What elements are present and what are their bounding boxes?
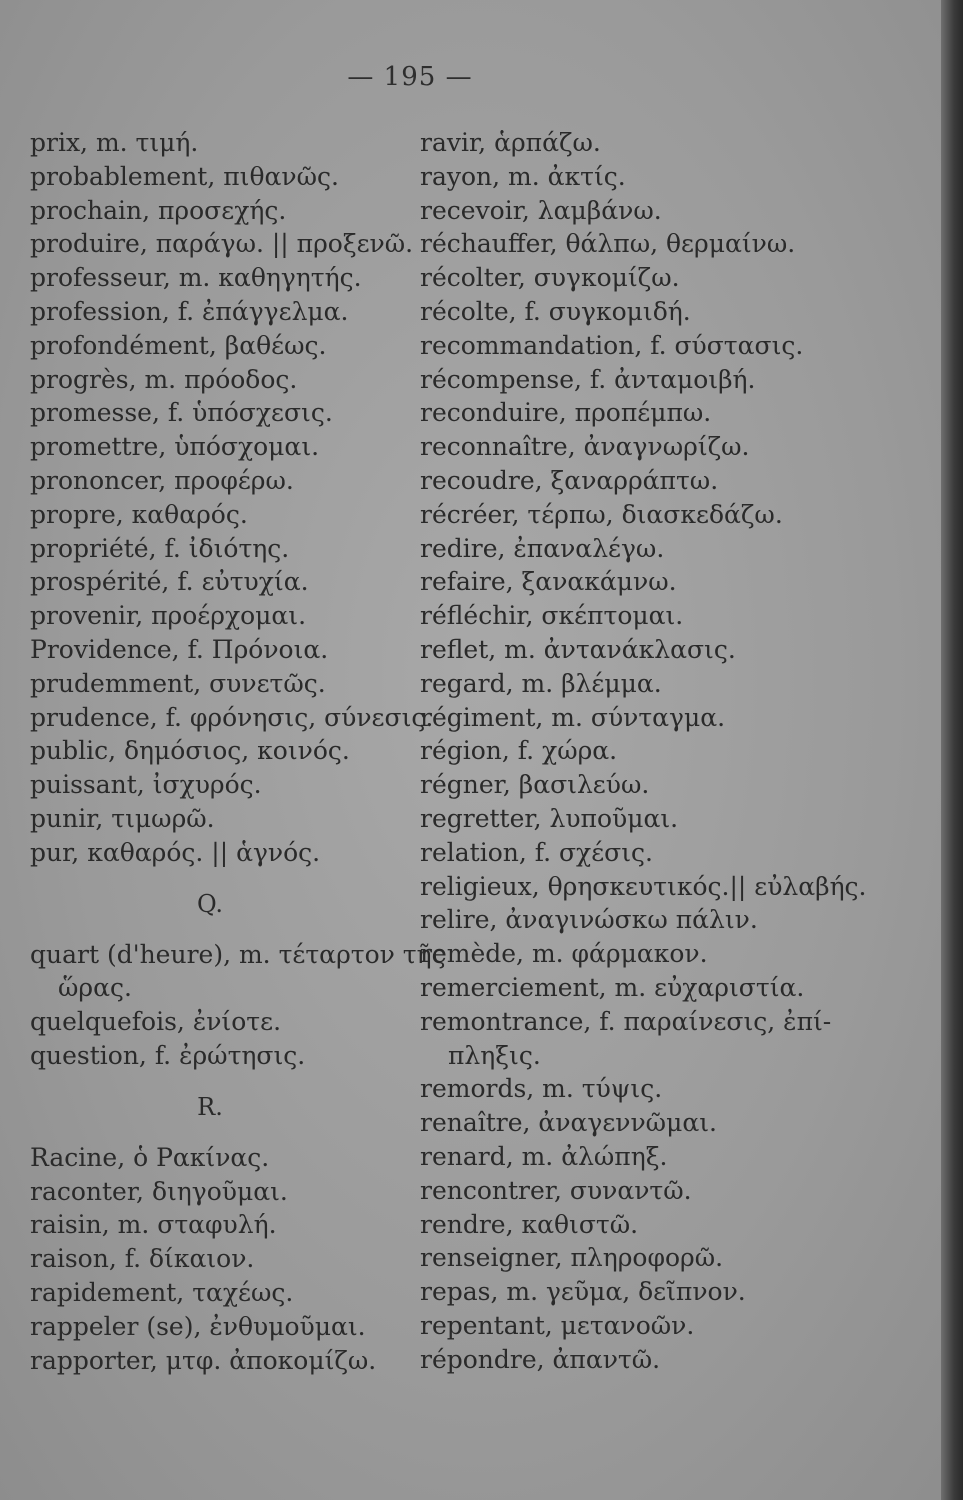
dictionary-entry: public, δημόσιος, κοινός. (30, 736, 350, 766)
right-column (420, 126, 940, 1376)
dictionary-entry: remords, m. τύψις. (420, 1074, 663, 1104)
dictionary-entry: récolte, f. συγκομιδή. (420, 296, 691, 326)
dictionary-entry: raison, f. δίκαιον. (30, 1244, 255, 1274)
dictionary-entry: punir, τιμωρῶ. (30, 803, 215, 833)
dictionary-entry: profondément, βαθέως. (30, 330, 327, 360)
dictionary-entry: régiment, m. σύνταγμα. (420, 702, 726, 732)
dictionary-entry: région, f. χώρα. (420, 736, 618, 766)
dictionary-entry: renseigner, πληροφορῶ. (420, 1243, 724, 1273)
dictionary-entry: récréer, τέρπω, διασκεδάζω. (420, 499, 783, 529)
section-letter-heading: R. (197, 1092, 223, 1121)
dictionary-entry: raisin, m. σταφυλή. (30, 1210, 277, 1240)
dictionary-entry: remède, m. φάρμακον. (420, 939, 708, 969)
dictionary-entry: prononcer, προφέρω. (30, 465, 294, 495)
dictionary-entry: promesse, f. ὑπόσχεσις. (30, 398, 333, 428)
left-column (30, 126, 446, 1377)
dictionary-entry: récompense, f. ἀνταμοιβή. (420, 364, 756, 394)
page-edge-shadow (941, 0, 963, 1500)
dictionary-entry: réchauffer, θάλπω, θερμαίνω. (420, 229, 796, 259)
dictionary-entry: probablement, πιθανῶς. (30, 161, 339, 191)
dictionary-entry: Racine, ὁ Ρακίνας. (30, 1142, 270, 1172)
dictionary-entry-continuation: πληξις. (448, 1040, 541, 1070)
dictionary-entry: professeur, m. καθηγητής. (30, 263, 362, 293)
dictionary-entry: prospérité, f. εὐτυχία. (30, 567, 309, 597)
dictionary-entry: repentant, μετανοῶν. (420, 1310, 695, 1340)
dictionary-entry: reconnaître, ἀναγνωρίζω. (420, 432, 750, 462)
dictionary-entry: progrès, m. πρόοδος. (30, 364, 298, 394)
dictionary-entry: religieux, θρησκευτικός.|| εὐλαβής. (420, 871, 867, 901)
dictionary-entry: produire, παράγω. || προξενῶ. (30, 229, 414, 259)
dictionary-entry: répondre, ἀπαντῶ. (420, 1344, 661, 1374)
dictionary-entry-continuation: ὥρας. (58, 973, 132, 1003)
dictionary-entry: quelquefois, ἐνίοτε. (30, 1007, 282, 1037)
dictionary-entry: recoudre, ξαναρράπτω. (420, 465, 719, 495)
dictionary-entry: propre, καθαρός. (30, 499, 248, 529)
dictionary-entry: regard, m. βλέμμα. (420, 668, 662, 698)
dictionary-entry: recommandation, f. σύστασις. (420, 330, 804, 360)
dictionary-entry: reflet, m. ἀντανάκλασις. (420, 634, 736, 664)
dictionary-entry: reconduire, προπέμπω. (420, 398, 712, 428)
dictionary-entry: remontrance, f. παραίνεσις, ἐπί- (420, 1006, 832, 1036)
dictionary-entry: rayon, m. ἀκτίς. (420, 161, 626, 191)
dictionary-entry: relire, ἀναγινώσκω πάλιν. (420, 905, 758, 935)
dictionary-entry: repas, m. γεῦμα, δεῖπνον. (420, 1277, 746, 1307)
dictionary-entry: rappeler (se), ἐνθυμοῦμαι. (30, 1311, 366, 1341)
dictionary-entry: réfléchir, σκέπτομαι. (420, 601, 684, 631)
dictionary-entry: Providence, f. Πρόνοια. (30, 634, 329, 664)
dictionary-entry: promettre, ὑπόσχομαι. (30, 432, 320, 462)
dictionary-entry: rapporter, μτφ. ἀποκομίζω. (30, 1345, 377, 1375)
dictionary-entry: refaire, ξανακάμνω. (420, 567, 677, 597)
dictionary-entry: raconter, διηγοῦμαι. (30, 1176, 288, 1206)
dictionary-entry: prudence, f. φρόνησις, σύνεσις. (30, 702, 434, 732)
dictionary-entry: rencontrer, συναντῶ. (420, 1175, 692, 1205)
dictionary-entry: recevoir, λαμβάνω. (420, 195, 662, 225)
dictionary-entry: régner, βασιλεύω. (420, 770, 650, 800)
page-number: — 195 — (347, 62, 473, 92)
dictionary-entry: redire, ἐπαναλέγω. (420, 533, 665, 563)
dictionary-entry: regretter, λυποῦμαι. (420, 803, 679, 833)
section-letter-heading: Q. (196, 889, 224, 918)
dictionary-entry: prochain, προσεχής. (30, 195, 287, 225)
dictionary-entry: provenir, προέρχομαι. (30, 601, 307, 631)
dictionary-entry: prudemment, συνετῶς. (30, 668, 326, 698)
dictionary-entry: pur, καθαρός. || ἁγνός. (30, 837, 321, 867)
dictionary-entry: propriété, f. ἰδιότης. (30, 533, 290, 563)
dictionary-entry: remerciement, m. εὐχαριστία. (420, 972, 805, 1002)
dictionary-entry: ravir, ἁρπάζω. (420, 128, 601, 157)
dictionary-entry: puissant, ἰσχυρός. (30, 770, 262, 800)
dictionary-entry: quart (d'heure), m. τέταρτον τῆς (30, 939, 446, 969)
dictionary-entry: rapidement, ταχέως. (30, 1277, 294, 1307)
dictionary-entry: renaître, ἀναγεννῶμαι. (420, 1108, 717, 1138)
dictionary-entry: question, f. ἐρώτησις. (30, 1040, 306, 1070)
dictionary-entry: récolter, συγκομίζω. (420, 263, 680, 293)
dictionary-entry: prix, m. τιμή. (30, 128, 199, 157)
dictionary-entry: profession, f. ἐπάγγελμα. (30, 296, 349, 326)
dictionary-entry: rendre, καθιστῶ. (420, 1209, 639, 1239)
dictionary-entry: renard, m. ἀλώπηξ. (420, 1141, 668, 1171)
dictionary-entry: relation, f. σχέσις. (420, 837, 653, 867)
